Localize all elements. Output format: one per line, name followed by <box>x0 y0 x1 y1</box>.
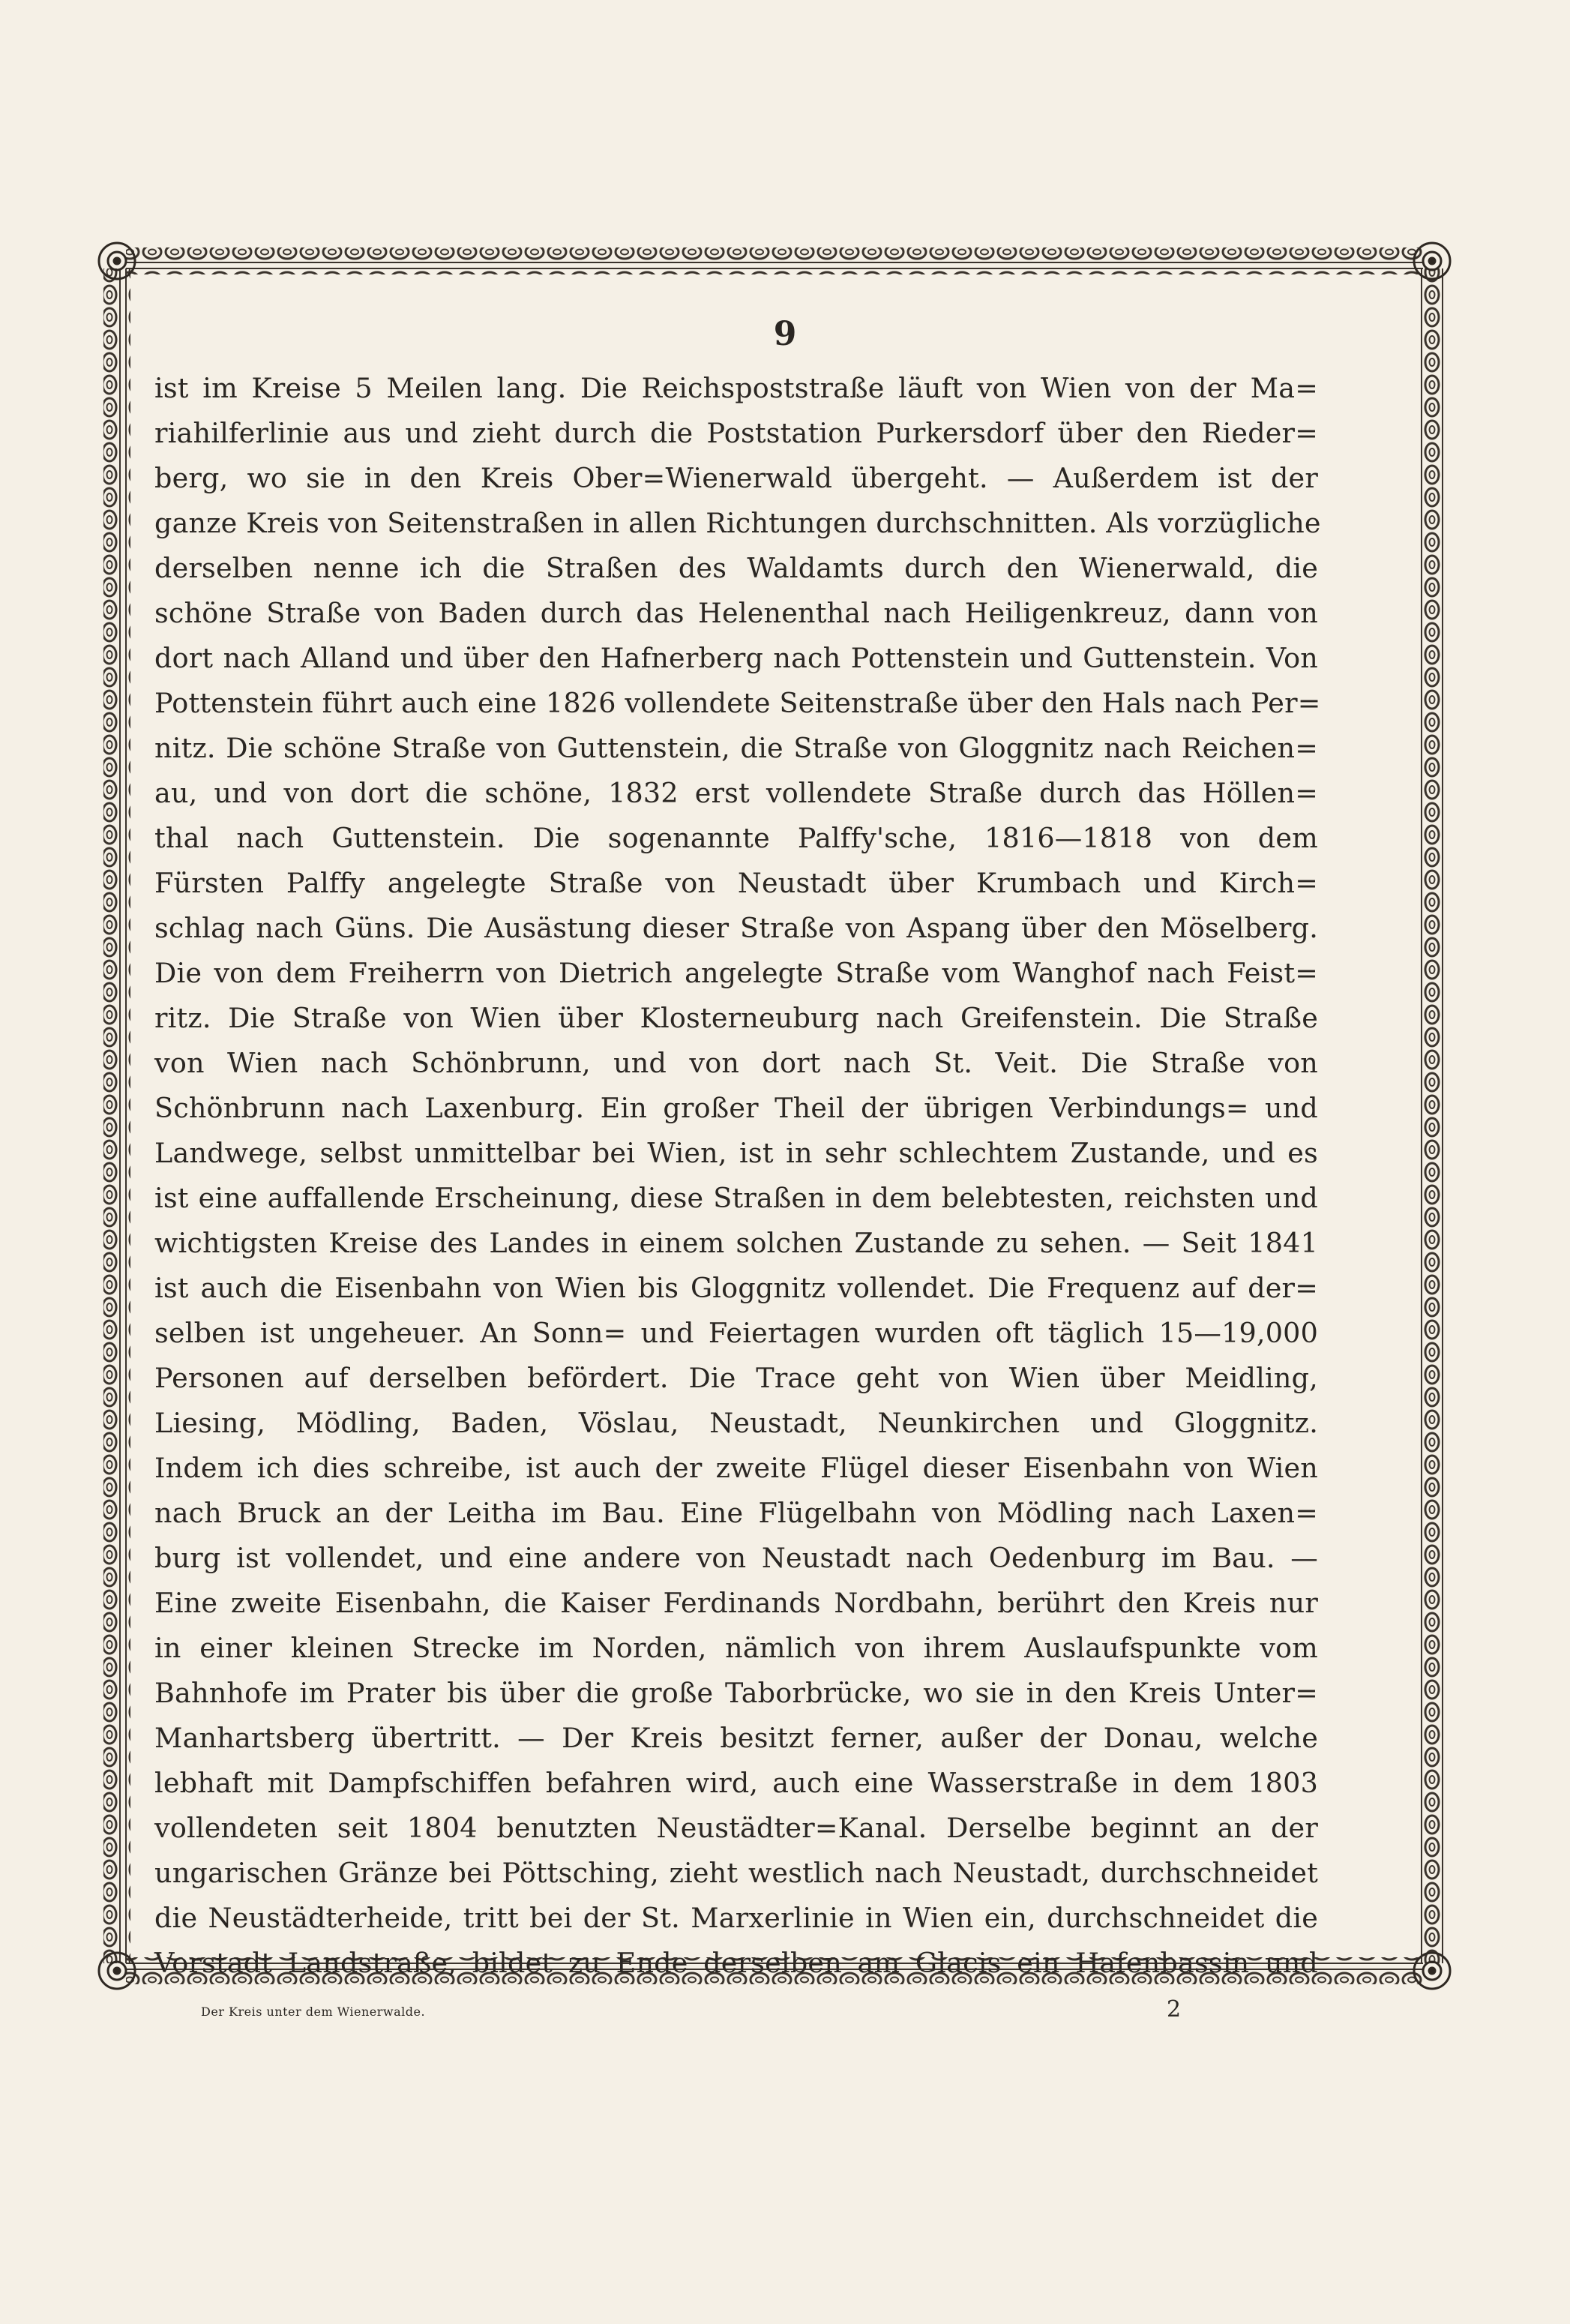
page-number: 9 <box>773 315 797 353</box>
text-line: schöne Straße von Baden durch das Helenenthal nach Heiligenkreuz, dann von <box>154 597 1318 629</box>
text-line: Schönbrunn nach Laxenburg. Ein großer Theil der übrigen Verbindungs= und <box>154 1092 1318 1124</box>
text-line: Bahnhofe im Prater bis über die große Taborbrücke, wo sie in den Kreis Unter= <box>154 1677 1318 1709</box>
text-line: derselben nenne ich die Straßen des Waldamts durch den Wienerwald, die <box>154 552 1318 584</box>
text-line: Liesing, Mödling, Baden, Vöslau, Neustadt, Neunkirchen und Gloggnitz. <box>154 1407 1318 1439</box>
text-line: lebhaft mit Dampfschiffen befahren wird, auch eine Wasserstraße in dem 1803 <box>154 1767 1318 1799</box>
text-line: Pottenstein führt auch eine 1826 vollendete Seitenstraße über den Hals nach Per= <box>154 687 1321 719</box>
text-line: thal nach Guttenstein. Die sogenannte Palffy'sche, 1816—1818 von dem <box>154 822 1318 854</box>
text-line: Vorstadt Landstraße, bildet zu Ende derselben am Glacis ein Hafenbassin und <box>154 1947 1318 1979</box>
text-line: vollendeten seit 1804 benutzten Neustädter=Kanal. Derselbe beginnt an der <box>154 1812 1318 1844</box>
text-line: Eine zweite Eisenbahn, die Kaiser Ferdinands Nordbahn, berührt den Kreis nur <box>154 1587 1318 1619</box>
printer-signature: Der Kreis unter dem Wienerwalde. <box>201 2005 426 2019</box>
text-line: berg, wo sie in den Kreis Ober=Wienerwald übergeht. — Außerdem ist der <box>154 462 1318 494</box>
text-line: nitz. Die schöne Straße von Guttenstein, die Straße von Gloggnitz nach Reichen= <box>154 732 1318 764</box>
text-line: burg ist vollendet, und eine andere von Neustadt nach Oedenburg im Bau. — <box>154 1542 1318 1574</box>
text-line: riahilferlinie aus und zieht durch die Poststation Purkersdorf über den Rieder= <box>154 417 1318 449</box>
text-line: nach Bruck an der Leitha im Bau. Eine Flügelbahn von Mödling nach Laxen= <box>154 1497 1318 1529</box>
body-text <box>154 366 1321 1986</box>
text-line: wichtigsten Kreise des Landes in einem solchen Zustande zu sehen. — Seit 1841 <box>154 1227 1318 1259</box>
text-line: ungarischen Gränze bei Pöttsching, zieht westlich nach Neustadt, durchschneidet <box>154 1857 1318 1889</box>
text-line: ganze Kreis von Seitenstraßen in allen Richtungen durchschnitten. Als vorzügliche <box>154 507 1321 539</box>
text-line: ritz. Die Straße von Wien über Klosterneuburg nach Greifenstein. Die Straße <box>154 1002 1318 1034</box>
text-line: von Wien nach Schönbrunn, und von dort nach St. Veit. Die Straße von <box>154 1047 1318 1079</box>
text-line: au, und von dort die schöne, 1832 erst vollendete Straße durch das Höllen= <box>154 777 1318 809</box>
text-line: dort nach Alland und über den Hafnerberg nach Pottenstein und Guttenstein. Von <box>154 642 1318 674</box>
sheet-number: 2 <box>1167 1996 1182 2023</box>
text-line: Landwege, selbst unmittelbar bei Wien, ist in sehr schlechtem Zustande, und es <box>154 1137 1318 1169</box>
text-line: Manhartsberg übertritt. — Der Kreis besitzt ferner, außer der Donau, welche <box>154 1722 1318 1754</box>
text-line: die Neustädterheide, tritt bei der St. Marxerlinie in Wien ein, durchschneidet die <box>154 1902 1318 1934</box>
text-line: Die von dem Freiherrn von Dietrich angelegte Straße vom Wanghof nach Feist= <box>154 957 1318 989</box>
text-line: Indem ich dies schreibe, ist auch der zweite Flügel dieser Eisenbahn von Wien <box>154 1452 1318 1484</box>
text-line: ist auch die Eisenbahn von Wien bis Gloggnitz vollendet. Die Frequenz auf der= <box>154 1272 1318 1304</box>
text-line: Fürsten Palffy angelegte Straße von Neustadt über Krumbach und Kirch= <box>154 867 1318 899</box>
text-line: selben ist ungeheuer. An Sonn= und Feiertagen wurden oft täglich 15—19,000 <box>154 1317 1318 1349</box>
text-line: in einer kleinen Strecke im Norden, nämlich von ihrem Auslaufspunkte vom <box>154 1632 1318 1664</box>
text-line: ist eine auffallende Erscheinung, diese Straßen in dem belebtesten, reichsten und <box>154 1182 1318 1214</box>
text-line: ist im Kreise 5 Meilen lang. Die Reichspoststraße läuft von Wien von der Ma= <box>154 372 1318 404</box>
text-line: schlag nach Güns. Die Ausästung dieser Straße von Aspang über den Möselberg. <box>154 912 1318 944</box>
text-line: Personen auf derselben befördert. Die Trace geht von Wien über Meidling, <box>154 1362 1318 1394</box>
